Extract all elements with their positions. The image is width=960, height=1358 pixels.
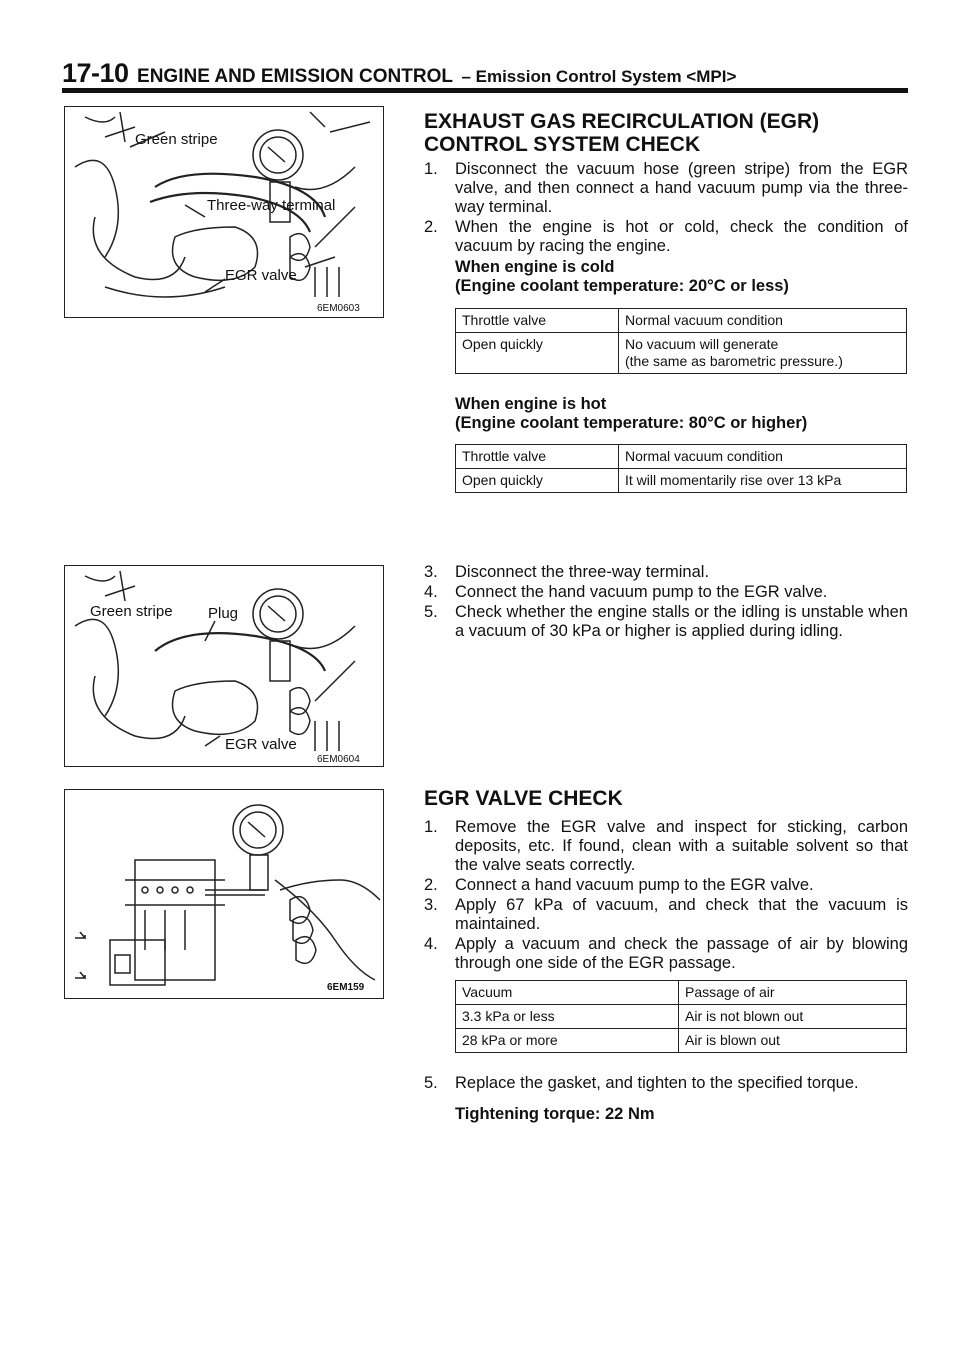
page-header: [62, 58, 736, 89]
table-row: [456, 981, 907, 1005]
step-text: Disconnect the three-way terminal.: [455, 563, 710, 581]
table-cell: Normal vacuum condition: [619, 445, 907, 469]
page-number: 17-10: [62, 58, 129, 88]
cold-table: [455, 308, 907, 374]
step-text: Connect the hand vacuum pump to the EGR valve.: [455, 583, 828, 601]
step-text: Disconnect the vacuum hose (green stripe) from the EGR valve, and then connect a hand vacuum pump via the three-way terminal.: [455, 160, 908, 216]
table-row: [456, 469, 907, 493]
list-item: [424, 583, 908, 602]
list-item: [424, 218, 908, 256]
cold-condition-heading: [455, 258, 789, 296]
list-item: [424, 876, 908, 895]
step-text: When the engine is hot or cold, check the condition of vacuum by racing the engine.: [455, 218, 908, 255]
title-line-2: CONTROL SYSTEM CHECK: [424, 133, 701, 156]
header-rule: [62, 88, 908, 93]
vacuum-air-table: [455, 980, 907, 1053]
egr-control-steps-b: [424, 563, 908, 642]
list-item: [424, 160, 908, 217]
hot-condition-heading: [455, 395, 807, 433]
list-item: [424, 935, 908, 973]
figure-egr-valve-pump: [64, 789, 384, 999]
section-title: ENGINE AND EMISSION CONTROL: [137, 66, 453, 87]
table-cell: 28 kPa or more: [456, 1029, 679, 1053]
table-cell: Air is not blown out: [679, 1005, 907, 1029]
table-cell: Open quickly: [456, 333, 619, 374]
table-row: [456, 1005, 907, 1029]
step-number: 3.: [424, 896, 438, 914]
list-item: [424, 1074, 908, 1093]
figure-egr-hose-pump: [64, 106, 384, 318]
step-text: Apply 67 kPa of vacuum, and check that the vacuum is maintained.: [455, 896, 908, 933]
step-number: 5.: [424, 1074, 438, 1092]
egr-valve-steps: [424, 818, 908, 974]
figure-id: 6EM0603: [317, 303, 360, 314]
step-number: 1.: [424, 818, 438, 836]
step-number: 4.: [424, 935, 438, 953]
step-text: Apply a vacuum and check the passage of air by blowing through one side of the EGR passage.: [455, 935, 908, 972]
step-number: 2.: [424, 876, 438, 894]
hot-heading-line-1: When engine is hot: [455, 395, 607, 413]
figure-label-green-stripe: Green stripe: [135, 131, 218, 148]
table-row: [456, 333, 907, 374]
step-text: Replace the gasket, and tighten to the specified torque.: [455, 1074, 859, 1092]
cold-heading-line-2: (Engine coolant temperature: 20°C or less): [455, 277, 789, 295]
figure-id: 6EM159: [327, 982, 365, 993]
step-number: 3.: [424, 563, 438, 581]
figure-label-egr-valve: EGR valve: [225, 736, 297, 753]
step-text: Connect a hand vacuum pump to the EGR valve.: [455, 876, 814, 894]
table-cell: It will momentarily rise over 13 kPa: [619, 469, 907, 493]
figure-label-egr-valve: EGR valve: [225, 267, 297, 284]
step-text: Remove the EGR valve and inspect for sticking, carbon deposits, etc. If found, clean with a suitable solvent so that the valve seats correctly.: [455, 818, 908, 874]
figure-label-three-way-terminal: Three-way terminal: [207, 197, 336, 214]
step-number: 2.: [424, 218, 438, 236]
egr-control-steps-a: [424, 160, 908, 257]
figure-illustration: [65, 107, 383, 317]
cell-line: No vacuum will generate: [625, 336, 779, 352]
figure-label-plug: Plug: [208, 605, 239, 622]
subsection-title: – Emission Control System <MPI>: [461, 67, 737, 86]
table-cell: Throttle valve: [456, 309, 619, 333]
hot-table: [455, 444, 907, 493]
figure-plug-pump: [64, 565, 384, 767]
tightening-torque: Tightening torque: 22 Nm: [455, 1105, 655, 1123]
table-cell: Open quickly: [456, 469, 619, 493]
list-item: [424, 603, 908, 641]
table-row: [456, 1029, 907, 1053]
egr-valve-step-5: [424, 1074, 908, 1094]
figure-illustration: [65, 790, 383, 998]
list-item: [424, 563, 908, 582]
table-cell: 3.3 kPa or less: [456, 1005, 679, 1029]
step-number: 5.: [424, 603, 438, 621]
table-header-cell: Vacuum: [456, 981, 679, 1005]
cell-line: (the same as barometric pressure.): [625, 353, 843, 369]
table-header-cell: Passage of air: [679, 981, 907, 1005]
egr-valve-check-title: EGR VALVE CHECK: [424, 787, 623, 810]
step-number: 1.: [424, 160, 438, 178]
cold-heading-line-1: When engine is cold: [455, 258, 615, 276]
list-item: [424, 896, 908, 934]
table-cell: Normal vacuum condition: [619, 309, 907, 333]
egr-control-check-title: [424, 110, 819, 156]
table-cell: [619, 333, 907, 374]
hot-heading-line-2: (Engine coolant temperature: 80°C or higher): [455, 414, 808, 432]
table-cell: Air is blown out: [679, 1029, 907, 1053]
list-item: [424, 818, 908, 875]
title-line-1: EXHAUST GAS RECIRCULATION (EGR): [424, 110, 820, 133]
table-row: [456, 445, 907, 469]
table-row: [456, 309, 907, 333]
figure-id: 6EM0604: [317, 754, 360, 765]
figure-label-green-stripe: Green stripe: [90, 603, 173, 620]
table-cell: Throttle valve: [456, 445, 619, 469]
figure-illustration: [65, 566, 383, 766]
step-number: 4.: [424, 583, 438, 601]
step-text: Check whether the engine stalls or the idling is unstable when a vacuum of 30 kPa or higher is applied during idling.: [455, 603, 908, 640]
